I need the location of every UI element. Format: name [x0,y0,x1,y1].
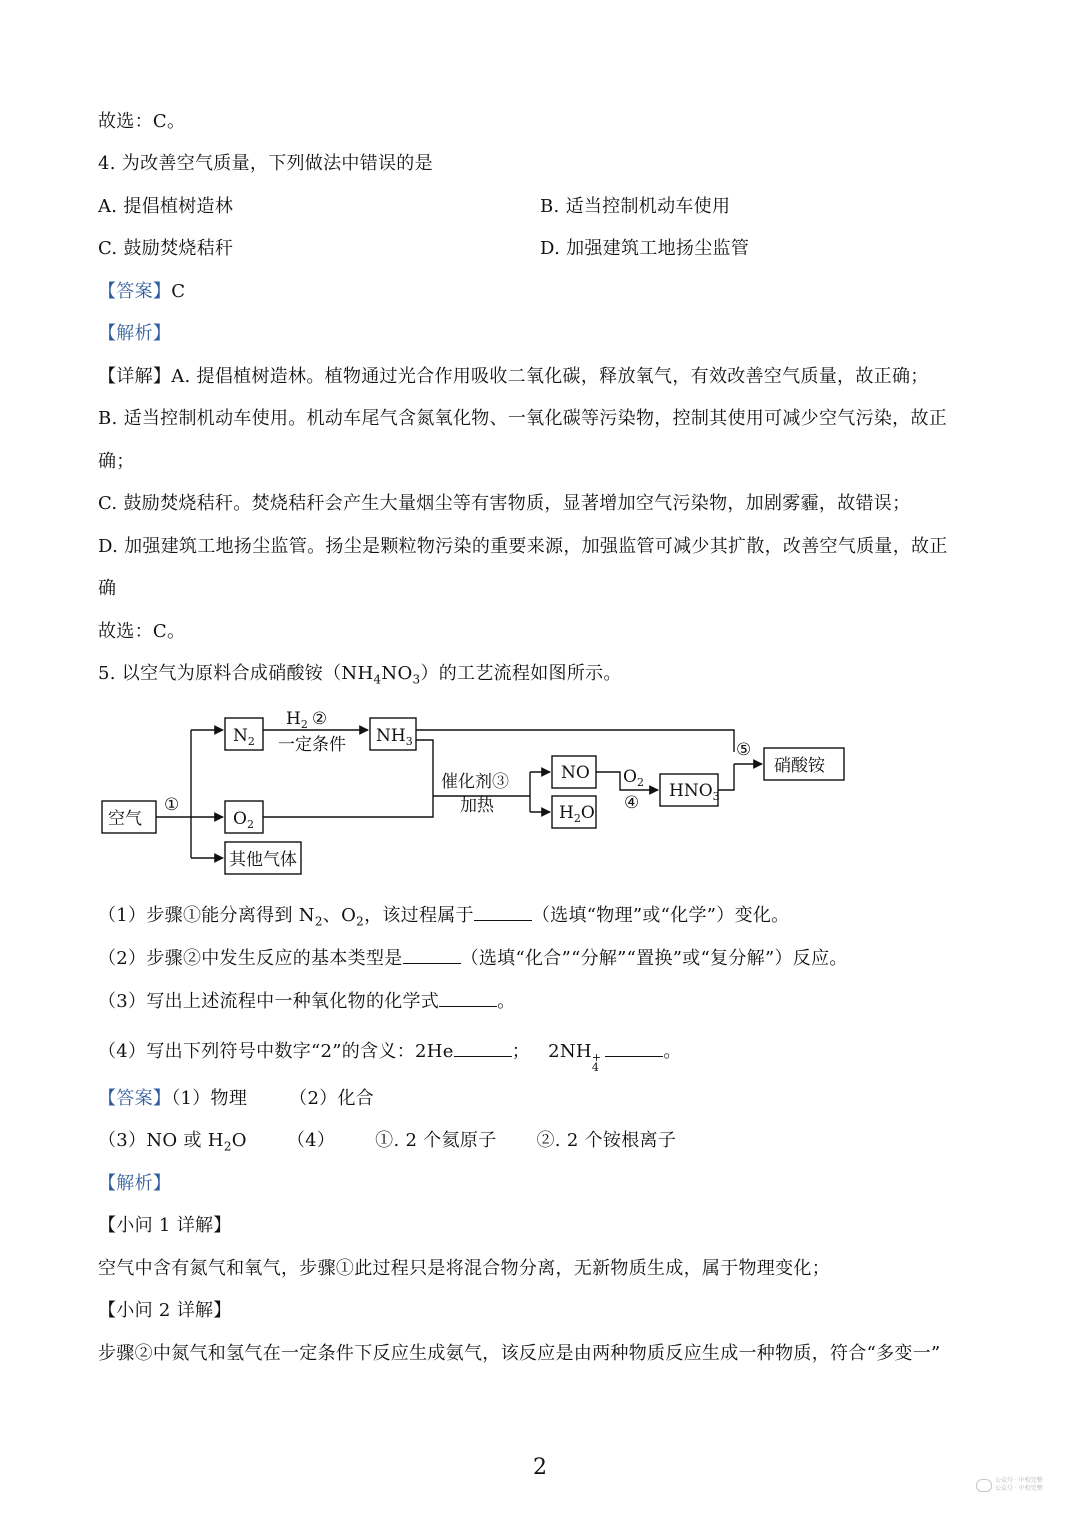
label-o2: $O_2$ [233,809,254,831]
answer-value: C [171,281,186,302]
analysis-tag: 【解析】 [98,1173,172,1194]
sub-question-2: （2）步骤②中发生反应的基本类型是 （选填“化合”“分解”“置换”或“复分解”）反应。 [98,945,848,971]
text-line: C. 鼓励焚烧秸秆。焚烧秸秆会产生大量烟尘等有害物质，显著增加空气污染物，加剧雾霾，故错误； [98,493,911,514]
answer-tag: 【答案】 [98,281,172,302]
analysis-tag: 【解析】 [98,323,172,344]
sub-question-3: （3）写出上述流程中一种氧化物的化学式 。 [98,988,515,1014]
label-h2-step2: $H_2$ ② [286,709,328,731]
option-c: C. 鼓励焚烧秸秆 [98,238,234,259]
text-line: 确 [98,578,117,599]
options-row [98,195,998,219]
step-5-label: ⑤ [736,740,752,760]
process-flow-diagram [98,700,858,880]
label-other-gas: 其他气体 [229,850,297,870]
answer-blank [403,945,461,964]
option-d: D. 加强建筑工地扬尘监管 [540,238,750,259]
text-line: 确； [98,451,135,472]
detail-tag: 【详解】 [98,366,172,387]
sub-question-1: （1）步骤①能分离得到 $N_2$、$O_2$，该过程属于 （选填“物理”或“化学”）变化。 [98,902,789,934]
detail-line: 【详解】A. 提倡植树造林。植物通过光合作用吸收二氧化碳，释放氧气，有效改善空气质量，故正确； [98,366,929,387]
sub-heading-2: 【小问 2 详解】 [98,1300,232,1321]
text-line: D. 加强建筑工地扬尘监管。扬尘是颗粒物污染的重要来源，加强监管可减少其扩散，改善空气质量，故正 [98,536,948,557]
step-1-label: ① [164,795,180,815]
answer-line-2: （3）NO 或 $H_2O$ （4） ①. 2 个氦原子 ②. 2 个铵根离子 [98,1130,677,1154]
question-4: 4. 为改善空气质量，下列做法中错误的是 [98,153,433,174]
text-line: B. 适当控制机动车使用。机动车尾气含氮氧化物、一氧化碳等污染物，控制其使用可减少空气污染，故正 [98,408,948,429]
wechat-icon [976,1479,992,1492]
option-a: A. 提倡植树造林 [98,196,234,217]
label-ammonium-nitrate: 硝酸铵 [774,756,825,776]
question-5: 5. 以空气为原料合成硝酸铵$(NH_4NO_3)$的工艺流程如图所示。 [98,663,622,687]
watermark: 公众号 · 中校完整 公众号 · 中校完整 [995,1477,1043,1492]
label-condition: 一定条件 [278,735,346,755]
text-line: 故选：C。 [98,621,186,642]
text-line: 空气中含有氮气和氧气，步骤①此过程只是将混合物分离，无新物质生成，属于物理变化； [98,1258,830,1279]
label-o2-step4: $O_2$ [623,767,644,789]
answer-tag: 【答案】 [98,1088,172,1109]
sub-question-4: （4）写出下列符号中数字“2”的含义：2He ； 2NH + 4 。 [98,1038,682,1073]
label-air: 空气 [108,809,142,829]
answer-blank [474,902,532,921]
label-n2: $N_2$ [233,726,255,748]
label-heat: 加热 [460,796,494,816]
label-hno3: $HNO_3$ [669,781,720,803]
page-number: 2 [533,1455,547,1480]
answer-blank [605,1038,663,1057]
answer-blank [439,988,497,1007]
text-line: 故选：C。 [98,111,186,132]
text-line: 步骤②中氮气和氢气在一定条件下反应生成氨气，该反应是由两种物质反应生成一种物质，符合“多变一” [98,1343,941,1364]
sub-heading-1: 【小问 1 详解】 [98,1215,232,1236]
label-no: NO [561,763,590,783]
option-b: B. 适当控制机动车使用 [540,196,731,217]
label-catalyst: 催化剂③ [441,772,509,792]
step-4-label: ④ [624,793,640,813]
answer-blank [454,1038,512,1057]
answer-line [98,280,185,304]
label-h2o: $H_2O$ [559,803,595,825]
answer-line: 【答案】（1）物理 （2）化合 [98,1088,375,1109]
label-nh3: $NH_3$ [376,726,413,748]
options-row [98,237,998,261]
